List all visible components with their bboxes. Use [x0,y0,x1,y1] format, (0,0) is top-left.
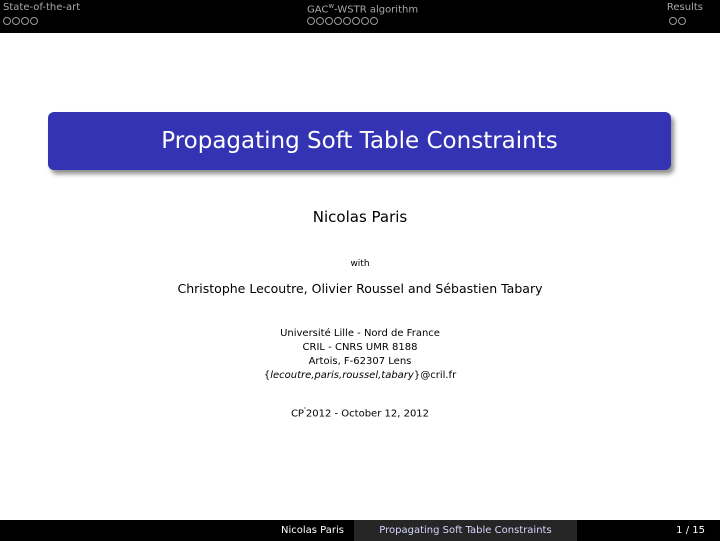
nav-slide-dot[interactable] [361,17,369,25]
nav-slide-dot[interactable] [316,17,324,25]
footer-page-number: 1 / 15 [577,520,720,541]
nav-slide-dot[interactable] [325,17,333,25]
nav-slide-dot[interactable] [343,17,351,25]
nav-slide-dot[interactable] [21,17,29,25]
nav-slide-dot[interactable] [307,17,315,25]
conference-suffix: 2012 - October 12, 2012 [305,408,430,420]
conference-prefix: CP [290,408,304,420]
nav-section-results[interactable]: Results [666,2,703,13]
author-name: Nicolas Paris [312,208,408,226]
affiliation-university: Université Lille - Nord de France [280,328,440,339]
nav-section-gacw-suffix: -WSTR algorithm [334,4,419,16]
nav-slide-dot[interactable] [370,17,378,25]
email-domain: }@cril.fr [413,370,457,381]
email-names: lecoutre,paris,roussel,tabary [270,370,414,381]
with-label: with [350,259,370,269]
footer-bar [0,520,720,541]
nav-slide-dot[interactable] [352,17,360,25]
title-box [48,112,671,170]
affiliation-address: Artois, F-62307 Lens [308,356,412,367]
affiliation-emails [0,369,720,383]
conference-sup: ' [303,406,306,414]
nav-slide-dot[interactable] [12,17,20,25]
nav-dots-results [669,17,686,25]
nav-slide-dot[interactable] [3,17,11,25]
nav-section-state-of-the-art[interactable]: State-of-the-art [3,2,81,13]
nav-dots-state-of-the-art [3,17,38,25]
nav-section-gacw-prefix: GAC [307,4,329,16]
email-brace-open: { [263,370,271,381]
nav-dots-gacw-wstr [307,17,378,25]
affiliation-lab: CRIL - CNRS UMR 8188 [302,342,418,353]
footer-title: Propagating Soft Table Constraints [354,520,577,541]
nav-slide-dot[interactable] [334,17,342,25]
nav-slide-dot[interactable] [669,17,677,25]
section-navigation-bar [0,0,720,33]
nav-section-gacw-wstr[interactable] [307,2,418,15]
presentation-title: Propagating Soft Table Constraints [161,128,558,154]
footer-author: Nicolas Paris [0,520,354,541]
conference-date [0,406,720,419]
nav-section-gacw-sup: w [328,2,335,10]
nav-slide-dot[interactable] [30,17,38,25]
coauthors: Christophe Lecoutre, Olivier Roussel and Sébastien Tabary [177,281,543,296]
nav-slide-dot[interactable] [678,17,686,25]
